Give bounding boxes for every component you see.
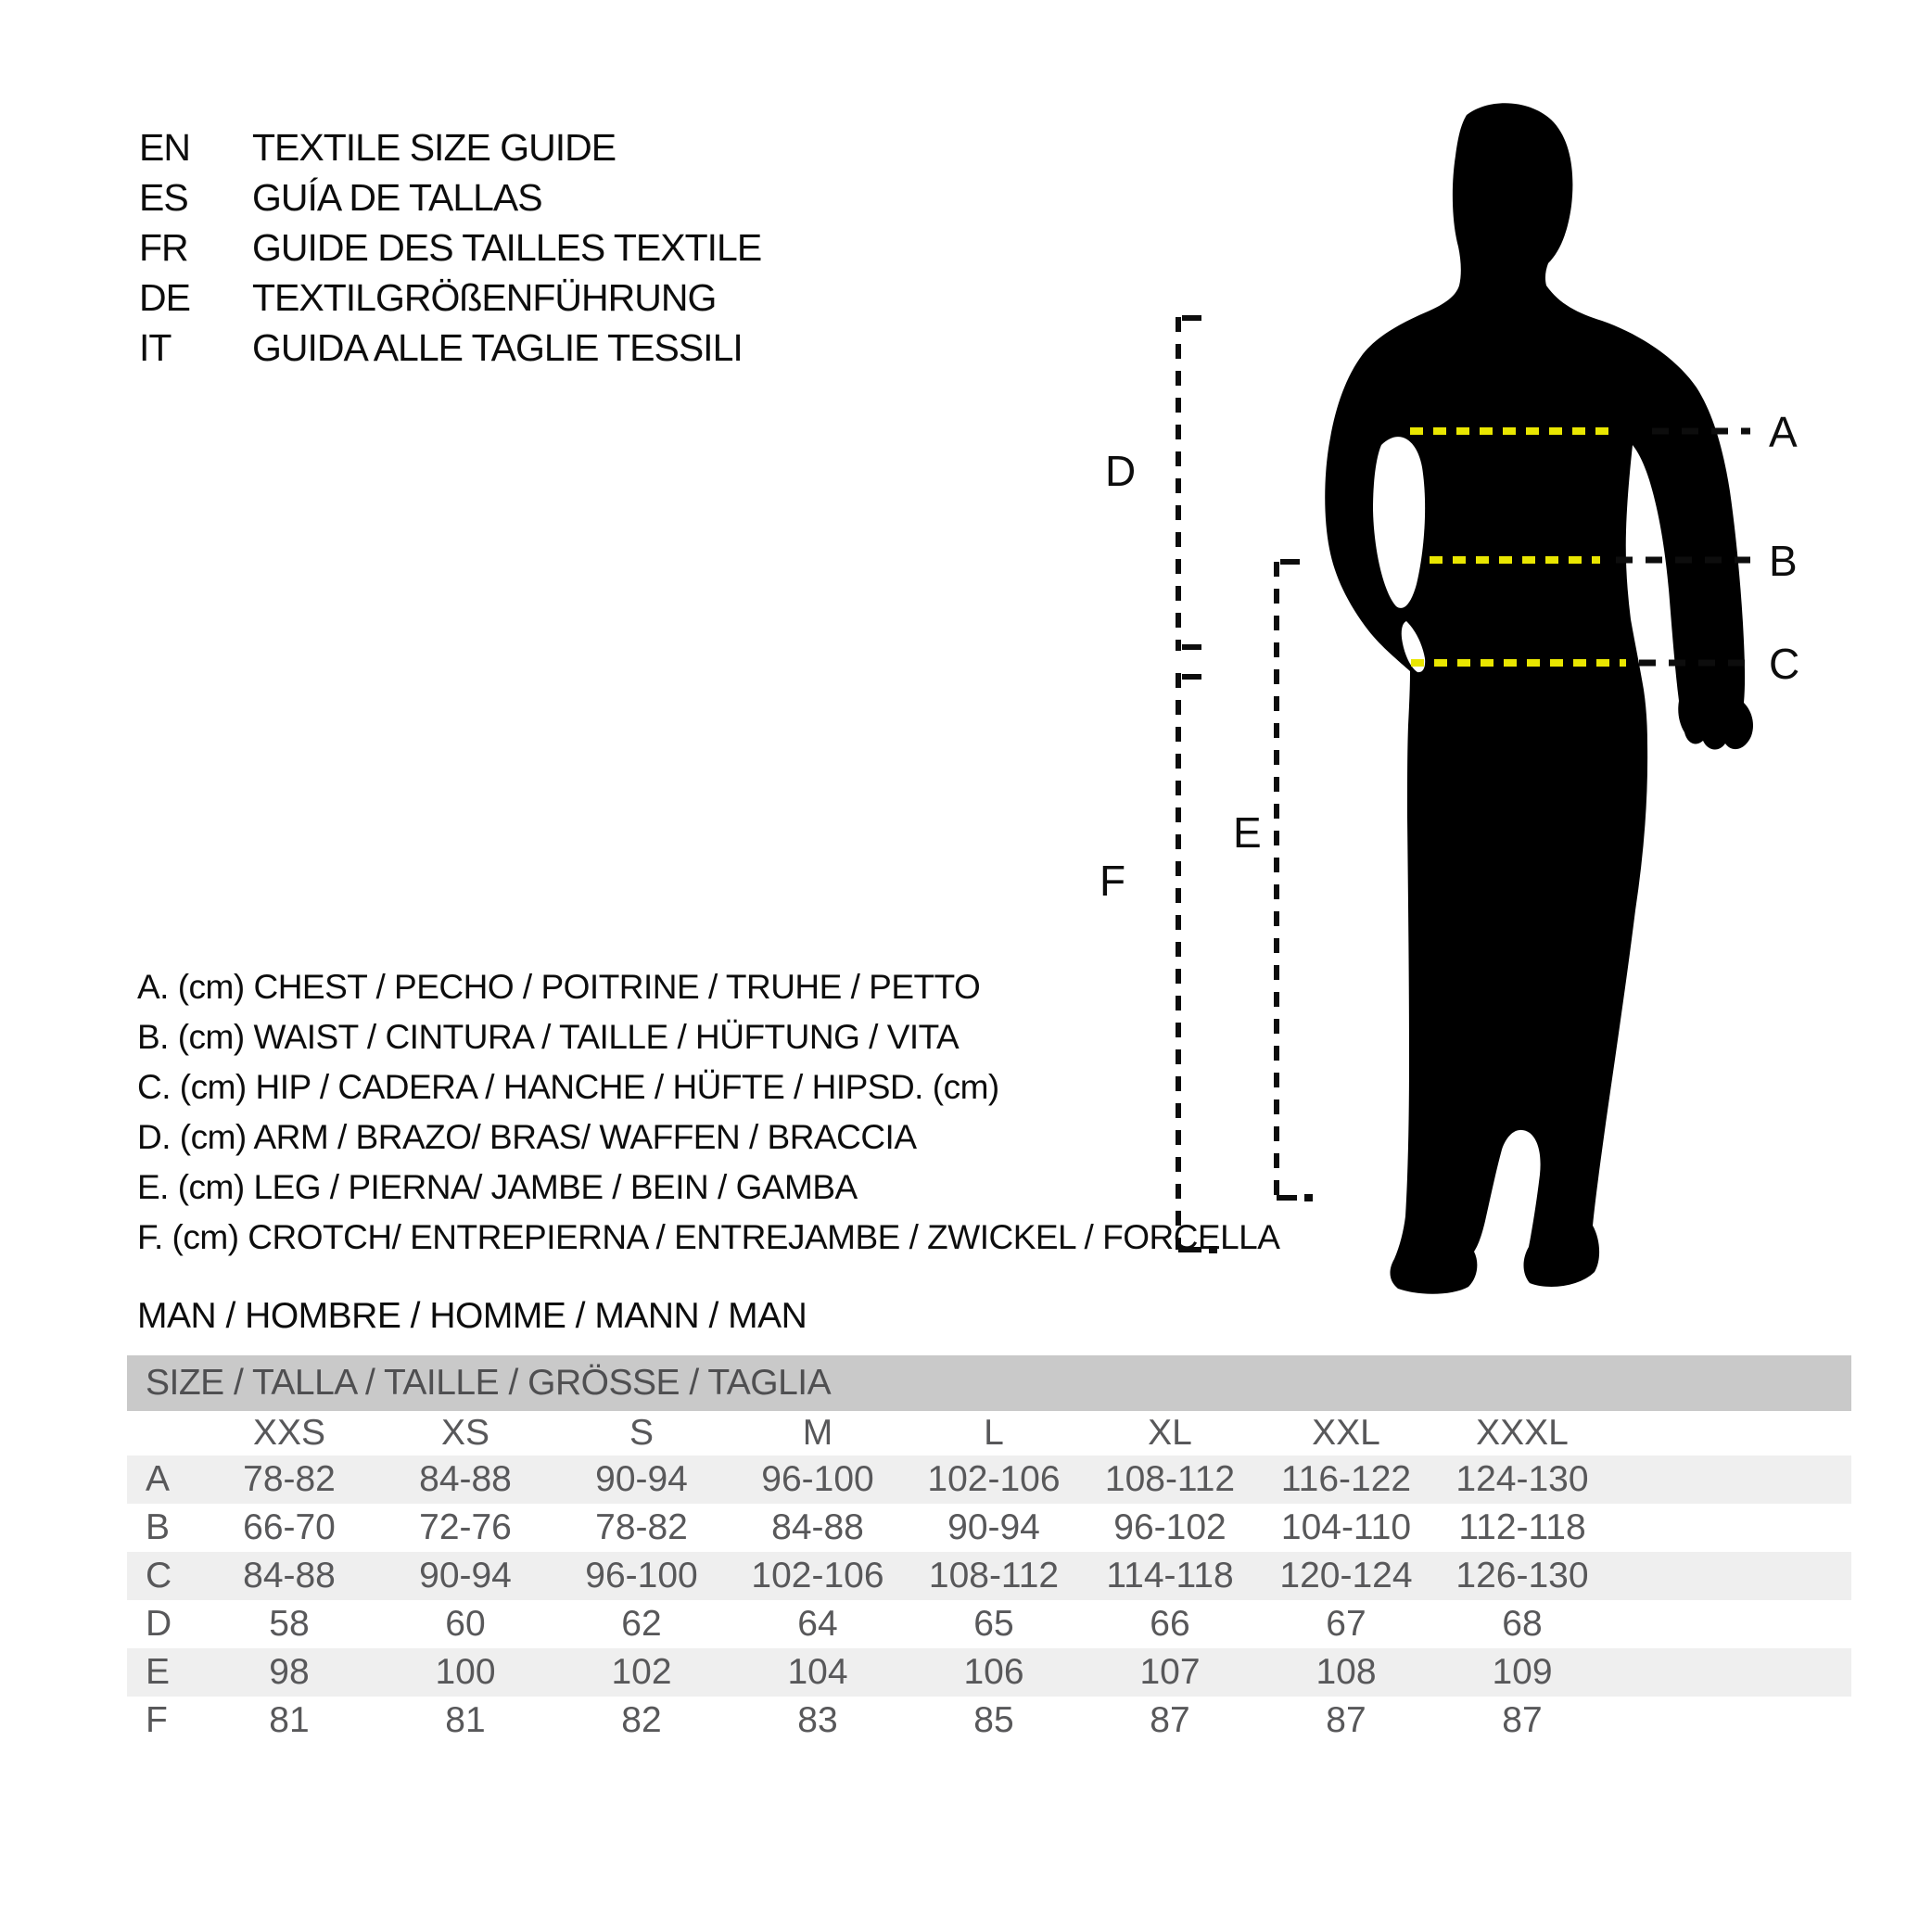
cell-value: 102-106 [751, 1556, 884, 1595]
legend-item-leg: E. (cm) LEG / PIERNA/ JAMBE / BEIN / GAMBA [137, 1168, 858, 1206]
cell-value: 114-118 [1106, 1556, 1234, 1595]
label-C: C [1769, 640, 1800, 688]
cell-value: 104-110 [1280, 1507, 1412, 1547]
size-table-title: SIZE / TALLA / TAILLE / GRÖSSE / TAGLIA [127, 1355, 1851, 1411]
cell-value: 87 [1150, 1700, 1190, 1740]
lang-code: DE [139, 275, 190, 319]
table-row-D [127, 1600, 1851, 1648]
lang-title: GUIDA ALLE TAGLIE TESSILI [252, 325, 743, 369]
cell-value: 120-124 [1279, 1556, 1413, 1595]
cell-value: 112-118 [1458, 1507, 1586, 1547]
cell-value: 84-88 [419, 1459, 512, 1499]
legend-item-waist: B. (cm) WAIST / CINTURA / TAILLE / HÜFTUNG / VITA [137, 1018, 960, 1056]
cell-value: 108 [1316, 1652, 1377, 1692]
lang-code: ES [139, 175, 188, 219]
cell-value: 58 [269, 1604, 310, 1644]
cell-value: 116-122 [1280, 1459, 1412, 1499]
cell-value: 65 [973, 1604, 1014, 1644]
lang-title: GUIDE DES TAILLES TEXTILE [252, 225, 762, 269]
table-row-B [127, 1504, 1851, 1552]
cell-value: 85 [973, 1700, 1014, 1740]
cell-value: 96-100 [761, 1459, 874, 1499]
cell-value: 90-94 [595, 1459, 688, 1499]
cell-value: 96-100 [585, 1556, 698, 1595]
cell-value: 81 [269, 1700, 310, 1740]
leg-line-E-dot [1304, 1194, 1313, 1201]
table-row-C [127, 1552, 1851, 1600]
cell-value: 83 [797, 1700, 838, 1740]
table-row-A [127, 1455, 1851, 1504]
cell-value: 62 [621, 1604, 662, 1644]
cell-value: 90-94 [419, 1556, 512, 1595]
cell-value: 102 [611, 1652, 672, 1692]
row-label: D [146, 1604, 172, 1644]
cell-value: 78-82 [243, 1459, 336, 1499]
cell-value: 124-130 [1455, 1459, 1589, 1499]
lang-code: EN [139, 125, 190, 169]
lang-title: TEXTILE SIZE GUIDE [252, 125, 616, 169]
cell-value: 107 [1139, 1652, 1201, 1692]
cell-value: 104 [787, 1652, 848, 1692]
lang-code: IT [139, 325, 172, 369]
cell-value: 66 [1150, 1604, 1190, 1644]
row-label: E [146, 1652, 171, 1692]
size-col-m: M [802, 1413, 833, 1453]
cell-value: 98 [269, 1652, 310, 1692]
man-silhouette [1325, 103, 1753, 1294]
size-col-xxl: XXL [1312, 1413, 1380, 1453]
row-label: F [146, 1700, 168, 1740]
cell-value: 90-94 [947, 1507, 1040, 1547]
cell-value: 87 [1326, 1700, 1366, 1740]
cell-value: 109 [1492, 1652, 1553, 1692]
size-col-l: L [984, 1413, 1004, 1453]
lang-row-es [139, 172, 761, 222]
lang-code: FR [139, 225, 188, 269]
cell-value: 82 [621, 1700, 662, 1740]
language-title-list [139, 122, 761, 373]
cell-value: 68 [1502, 1604, 1543, 1644]
lang-row-de [139, 273, 761, 323]
size-col-xxs: XXS [252, 1413, 326, 1453]
row-label: A [146, 1459, 171, 1499]
lang-row-it [139, 323, 761, 373]
size-table [127, 1355, 1851, 1745]
cell-value: 84-88 [771, 1507, 864, 1547]
legend-item-crotch: F. (cm) CROTCH/ ENTREPIERNA / ENTREJAMBE / ZWICKEL / FORCELLA [137, 1218, 1280, 1256]
size-table-columns-row [127, 1411, 1851, 1455]
lang-row-fr [139, 222, 761, 273]
cell-value: 108-112 [928, 1556, 1060, 1595]
cell-value: 84-88 [243, 1556, 336, 1595]
table-row-E [127, 1648, 1851, 1697]
cell-value: 87 [1502, 1700, 1543, 1740]
cell-value: 81 [445, 1700, 486, 1740]
label-E: E [1233, 808, 1262, 857]
row-label: B [146, 1507, 171, 1547]
size-col-xxxl: XXXL [1476, 1413, 1569, 1453]
label-D: D [1105, 447, 1137, 495]
legend-item-hip: C. (cm) HIP / CADERA / HANCHE / HÜFTE / HIPSD. (cm) [137, 1068, 999, 1106]
label-A: A [1769, 408, 1798, 456]
size-col-s: S [629, 1413, 654, 1453]
legend-item-chest: A. (cm) CHEST / PECHO / POITRINE / TRUHE / PETTO [137, 968, 981, 1006]
cell-value: 78-82 [595, 1507, 688, 1547]
cell-value: 66-70 [243, 1507, 336, 1547]
size-col-xs: XS [440, 1413, 490, 1453]
cell-value: 126-130 [1455, 1556, 1589, 1595]
cell-value: 96-102 [1113, 1507, 1227, 1547]
cell-value: 100 [435, 1652, 496, 1692]
lang-title: TEXTILGRÖßENFÜHRUNG [252, 275, 717, 319]
cell-value: 67 [1326, 1604, 1366, 1644]
cell-value: 108-112 [1104, 1459, 1236, 1499]
table-row-F [127, 1697, 1851, 1745]
lang-title: GUÍA DE TALLAS [252, 175, 542, 219]
measurement-legend [137, 962, 1279, 1263]
cell-value: 72-76 [419, 1507, 512, 1547]
label-B: B [1769, 537, 1798, 585]
cell-value: 64 [797, 1604, 838, 1644]
cell-value: 102-106 [927, 1459, 1061, 1499]
row-label: C [146, 1556, 172, 1595]
category-man-line: MAN / HOMBRE / HOMME / MANN / MAN [137, 1296, 807, 1336]
size-col-xl: XL [1148, 1413, 1192, 1453]
cell-value: 106 [963, 1652, 1024, 1692]
lang-row-en [139, 122, 761, 172]
label-F: F [1099, 857, 1126, 905]
legend-item-arm: D. (cm) ARM / BRAZO/ BRAS/ WAFFEN / BRACCIA [137, 1118, 917, 1156]
cell-value: 60 [445, 1604, 486, 1644]
